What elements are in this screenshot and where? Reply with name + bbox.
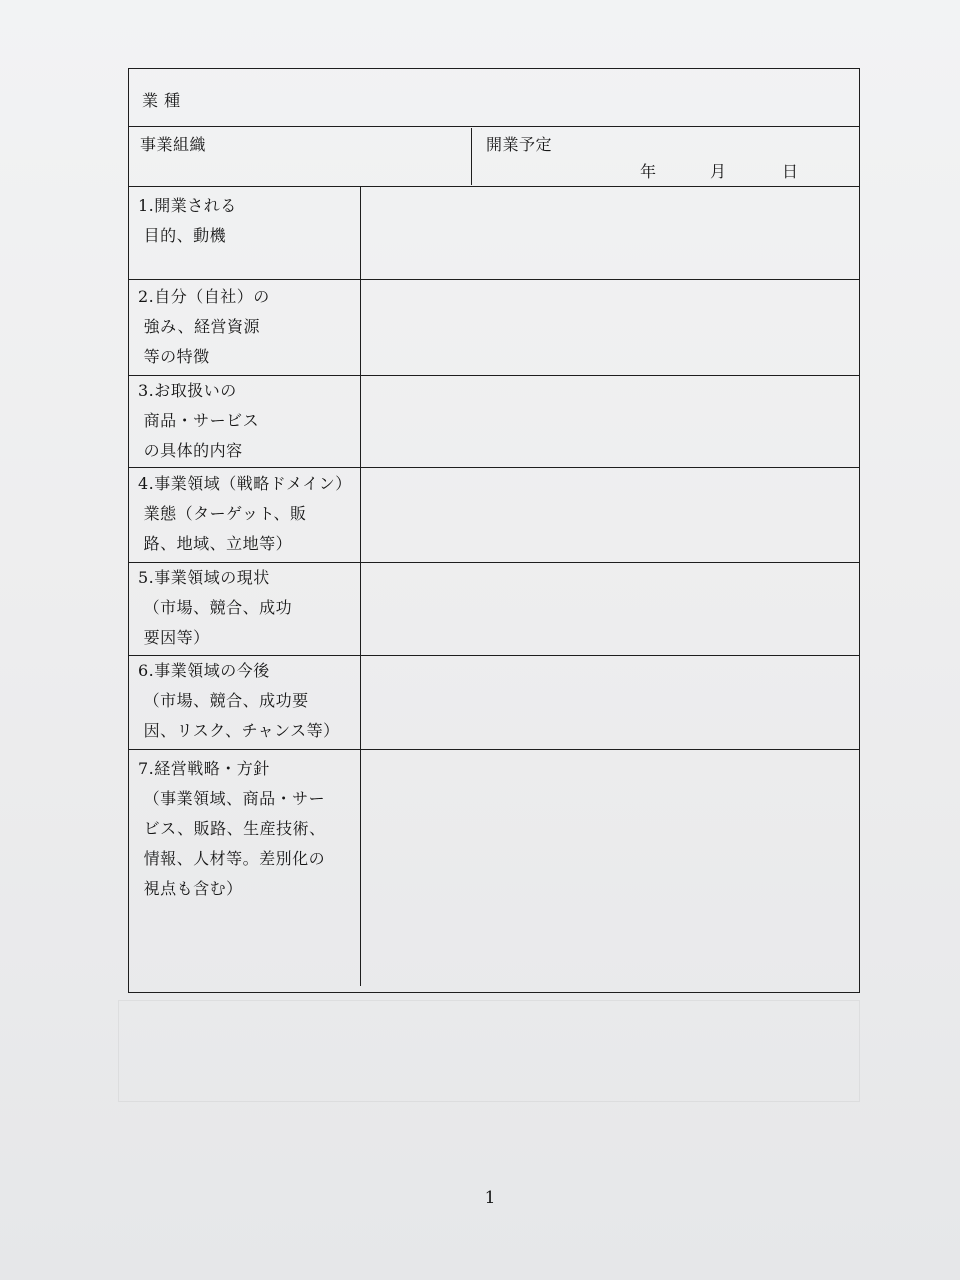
row-label-future: 6.事業領域の今後 （市場、競合、成功要 因、リスク、チャンス等） — [138, 661, 340, 740]
industry-label: 業 種 — [142, 91, 181, 110]
organization-label: 事業組織 — [140, 135, 207, 154]
header-divider-1 — [128, 126, 860, 127]
row-label-strengths: 2.自分（自社）の 強み、経営資源 等の特徴 — [138, 287, 270, 366]
label-column-divider — [360, 186, 361, 986]
day-label: 日 — [782, 162, 799, 181]
header-divider-2 — [128, 186, 860, 187]
row-label-products: 3.お取扱いの 商品・サービス の具体的内容 — [138, 381, 260, 460]
year-label: 年 — [640, 162, 657, 181]
header-split — [471, 128, 472, 185]
row-label-domain: 4.事業領域（戦略ドメイン） 業態（ターゲット、販 路、地域、立地等） — [138, 474, 352, 553]
opening-date-label: 開業予定 — [486, 135, 553, 154]
page-number: 1 — [484, 1188, 496, 1208]
month-label: 月 — [710, 162, 727, 181]
row-divider — [128, 279, 860, 280]
business-plan-form — [120, 68, 860, 993]
row-label-purpose: 1.開業される 目的、動機 — [138, 196, 237, 245]
row-label-current-state: 5.事業領域の現状 （市場、競合、成功 要因等） — [138, 568, 293, 647]
row-divider — [128, 749, 860, 750]
row-label-strategy: 7.経営戦略・方針 （事業領域、商品・サー ビス、販路、生産技術、 情報、人材等。差別化の 視点も含む） — [138, 759, 326, 898]
row-divider — [128, 467, 860, 468]
show-through-table — [118, 1000, 860, 1102]
